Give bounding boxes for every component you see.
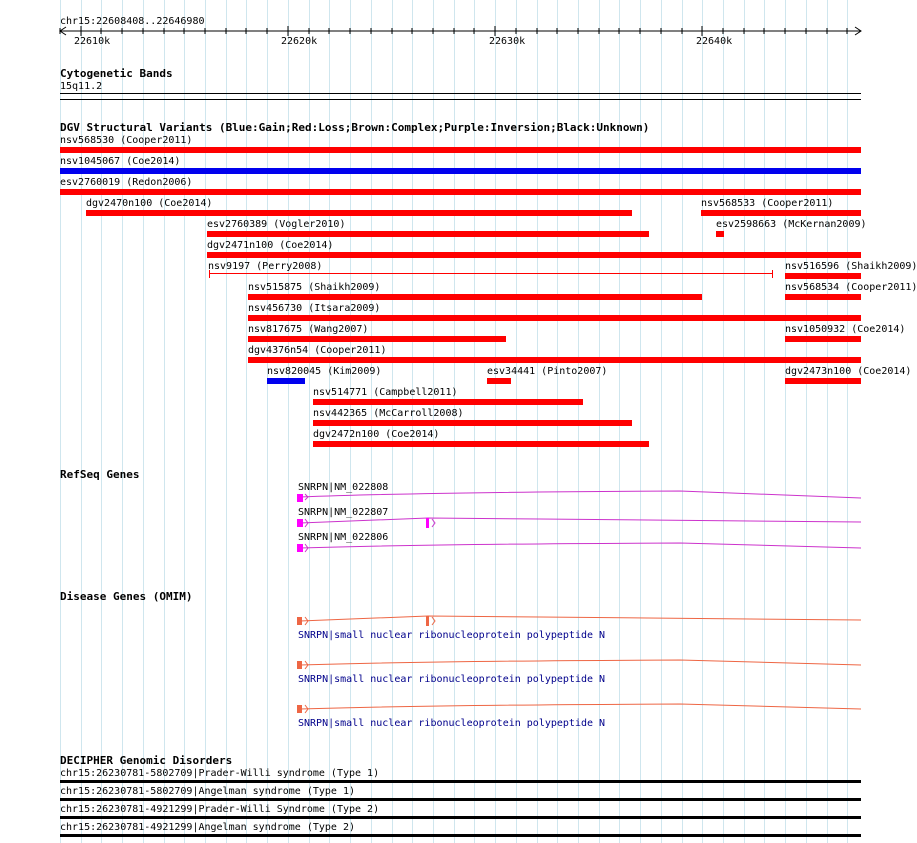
dgv-variant-label[interactable]: nsv515875 (Shaikh2009) bbox=[248, 282, 381, 293]
decipher-disorder-bar[interactable] bbox=[60, 780, 861, 783]
dgv-variant-label[interactable]: dgv2473n100 (Coe2014) bbox=[785, 366, 912, 377]
dgv-variant-label[interactable]: dgv2471n100 (Coe2014) bbox=[207, 240, 334, 251]
dgv-variant-label[interactable]: dgv2470n100 (Coe2014) bbox=[86, 198, 213, 209]
omim-transcript-3 bbox=[297, 704, 861, 713]
dgv-variant-label[interactable]: nsv514771 (Campbell2011) bbox=[313, 387, 458, 398]
omim-transcript-2 bbox=[297, 660, 861, 669]
refseq-gene-label[interactable]: SNRPN|NM_022808 bbox=[298, 482, 389, 493]
decipher-disorder-bar[interactable] bbox=[60, 816, 861, 819]
decipher-disorder-bar[interactable] bbox=[60, 798, 861, 801]
decipher-disorder-bar[interactable] bbox=[60, 834, 861, 837]
dgv-variant-label[interactable]: nsv456730 (Itsara2009) bbox=[248, 303, 381, 314]
refseq-gene-label[interactable]: SNRPN|NM_022807 bbox=[298, 507, 389, 518]
dgv-variant-label[interactable]: nsv1045067 (Coe2014) bbox=[60, 156, 181, 167]
dgv-variant-label[interactable]: esv2598663 (McKernan2009) bbox=[716, 219, 867, 230]
decipher-disorder-label[interactable]: chr15:26230781-4921299|Angelman syndrome (Type 2) bbox=[60, 822, 356, 833]
region-label: chr15:22608408..22646980 bbox=[60, 16, 205, 27]
cytogenetic-track-title: Cytogenetic Bands bbox=[60, 67, 173, 80]
dgv-variant-label[interactable]: nsv9197 (Perry2008) bbox=[208, 261, 323, 272]
tick-label-22640k: 22640k bbox=[696, 36, 733, 47]
cytoband-label[interactable]: 15q11.2 bbox=[60, 81, 103, 92]
dgv-variant-label[interactable]: esv2760019 (Redon2006) bbox=[60, 177, 193, 188]
tick-label-22620k: 22620k bbox=[281, 36, 318, 47]
dgv-track-title: DGV Structural Variants (Blue:Gain;Red:Loss;Brown:Complex;Purple:Inversion;Black:Unknown) bbox=[60, 121, 650, 134]
refseq-gene-label[interactable]: SNRPN|NM_022806 bbox=[298, 532, 389, 543]
dgv-variant-label[interactable]: dgv2472n100 (Coe2014) bbox=[313, 429, 440, 440]
decipher-disorder-label[interactable]: chr15:26230781-5802709|Angelman syndrome (Type 1) bbox=[60, 786, 356, 797]
dgv-variant-label[interactable]: nsv568533 (Cooper2011) bbox=[701, 198, 834, 209]
dgv-variant-label[interactable]: nsv820045 (Kim2009) bbox=[267, 366, 382, 377]
decipher-track-title: DECIPHER Genomic Disorders bbox=[60, 754, 233, 767]
decipher-disorder-label[interactable]: chr15:26230781-5802709|Prader-Willi syndrome (Type 1) bbox=[60, 768, 380, 779]
omim-transcript-1 bbox=[297, 616, 861, 626]
decipher-disorder-label[interactable]: chr15:26230781-4921299|Prader-Willi Syndrome (Type 2) bbox=[60, 804, 380, 815]
tick-label-22610k: 22610k bbox=[74, 36, 111, 47]
dgv-variant-label[interactable]: nsv516596 (Shaikh2009) bbox=[785, 261, 917, 272]
refseq-track-title: RefSeq Genes bbox=[60, 468, 140, 481]
dgv-variant-label[interactable]: esv2760389 (Vogler2010) bbox=[207, 219, 346, 230]
tick-label-22630k: 22630k bbox=[489, 36, 526, 47]
omim-gene-label[interactable]: SNRPN|small nuclear ribonucleoprotein polypeptide N bbox=[298, 630, 606, 641]
dgv-variant-label[interactable]: nsv568534 (Cooper2011) bbox=[785, 282, 917, 293]
dgv-variant-label[interactable]: nsv1050932 (Coe2014) bbox=[785, 324, 906, 335]
dgv-variant-label[interactable]: dgv4376n54 (Cooper2011) bbox=[248, 345, 387, 356]
omim-gene-label[interactable]: SNRPN|small nuclear ribonucleoprotein polypeptide N bbox=[298, 718, 606, 729]
omim-gene-label[interactable]: SNRPN|small nuclear ribonucleoprotein polypeptide N bbox=[298, 674, 606, 685]
dgv-variant-label[interactable]: nsv568530 (Cooper2011) bbox=[60, 135, 193, 146]
dgv-variant-label[interactable]: esv34441 (Pinto2007) bbox=[487, 366, 608, 377]
omim-track-title: Disease Genes (OMIM) bbox=[60, 590, 193, 603]
dgv-variant-label[interactable]: nsv817675 (Wang2007) bbox=[248, 324, 369, 335]
dgv-variant-label[interactable]: nsv442365 (McCarroll2008) bbox=[313, 408, 464, 419]
